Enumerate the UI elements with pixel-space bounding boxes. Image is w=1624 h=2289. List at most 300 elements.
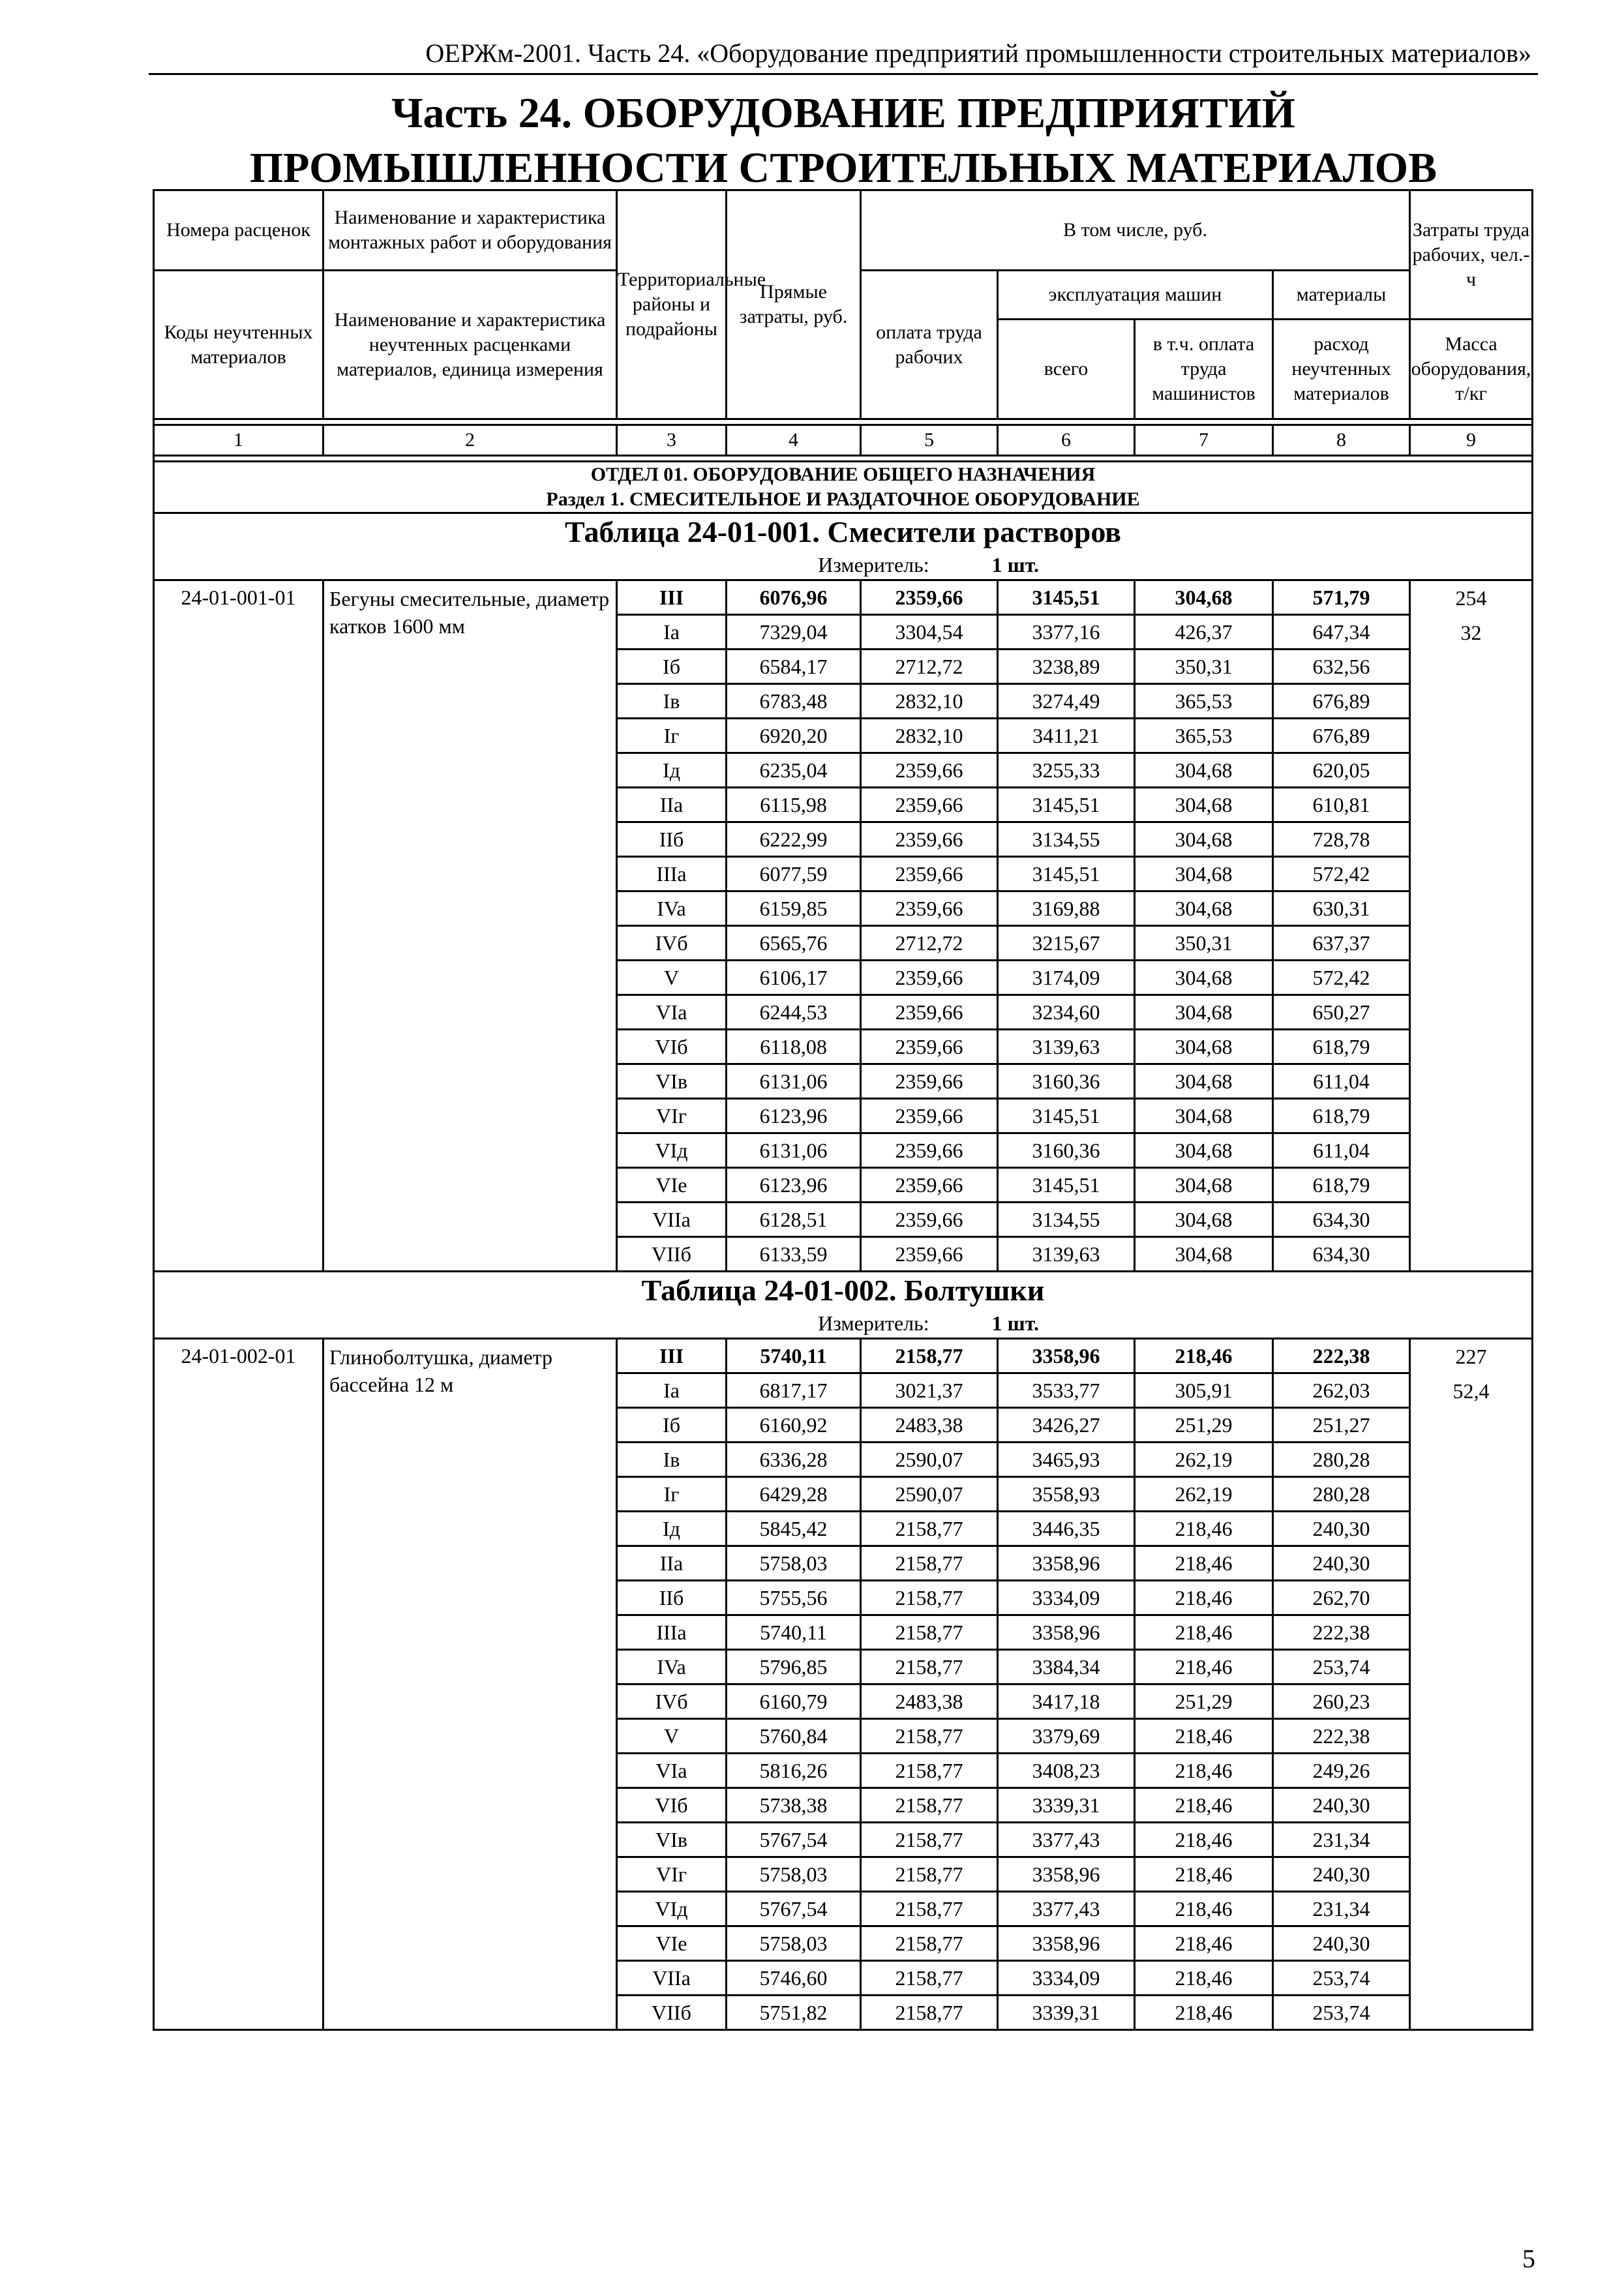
table-cell: 5740,11 — [727, 1339, 861, 1373]
labor-and-mass — [1410, 580, 1533, 1272]
table-cell: 2158,77 — [861, 1546, 998, 1581]
table-cell: 3377,43 — [998, 1823, 1135, 1857]
table-cell: VIв — [617, 1064, 727, 1099]
header-row-1 — [154, 190, 1533, 271]
table-cell: 6123,96 — [727, 1099, 861, 1133]
table-cell: 2158,77 — [861, 1961, 998, 1996]
table-cell: 618,79 — [1273, 1168, 1410, 1203]
measure-value: 1 шт. — [991, 1311, 1039, 1335]
table-cell: IIб — [617, 822, 727, 857]
col-number: 9 — [1410, 425, 1533, 456]
table-cell: 6244,53 — [727, 995, 861, 1030]
table-cell: 2359,66 — [861, 995, 998, 1030]
table-cell: 2712,72 — [861, 650, 998, 684]
rate-name: Бегуны смесительные, диаметр катков 1600 мм — [323, 580, 617, 1272]
header-gap — [154, 419, 1533, 425]
page-number: 5 — [1522, 2244, 1535, 2273]
measure-label: Измеритель: — [818, 553, 929, 576]
table-cell: 6115,98 — [727, 788, 861, 822]
page-title-line-1: Часть 24. ОБОРУДОВАНИЕ ПРЕДПРИЯТИЙ — [391, 89, 1295, 137]
table-cell: IIIa — [617, 857, 727, 891]
table-cell: 676,89 — [1273, 684, 1410, 719]
table-cell: 350,31 — [1135, 926, 1273, 961]
table-cell: 231,34 — [1273, 1892, 1410, 1926]
table-cell: 2158,77 — [861, 1512, 998, 1546]
table-cell: 2158,77 — [861, 1581, 998, 1615]
running-header — [149, 33, 1538, 75]
page-title-line-2: ПРОМЫШЛЕННОСТИ СТРОИТЕЛЬНЫХ МАТЕРИАЛОВ — [249, 144, 1437, 192]
table-cell: 6336,28 — [727, 1443, 861, 1477]
table-cell: 365,53 — [1135, 684, 1273, 719]
labor-cost: 227 — [1455, 1345, 1487, 1368]
table-cell: 2158,77 — [861, 1926, 998, 1961]
table-cell: 240,30 — [1273, 1926, 1410, 1961]
table-cell: 6123,96 — [727, 1168, 861, 1203]
table-cell: 218,46 — [1135, 1546, 1273, 1581]
table-cell: 610,81 — [1273, 788, 1410, 822]
table-cell: 6222,99 — [727, 822, 861, 857]
table-cell: VIa — [617, 995, 727, 1030]
table-cell: 6131,06 — [727, 1133, 861, 1168]
table-cell: 3304,54 — [861, 615, 998, 650]
table-cell: 5755,56 — [727, 1581, 861, 1615]
table-cell: 222,38 — [1273, 1339, 1410, 1373]
section-heading-line-1: ОТДЕЛ 01. ОБОРУДОВАНИЕ ОБЩЕГО НАЗНАЧЕНИЯ — [590, 464, 1096, 485]
table-cell: 637,37 — [1273, 926, 1410, 961]
table-cell: 7329,04 — [727, 615, 861, 650]
table-cell: VIб — [617, 1030, 727, 1064]
table-cell: 2483,38 — [861, 1684, 998, 1719]
table-cell: 611,04 — [1273, 1064, 1410, 1099]
table-title-row — [154, 1272, 1533, 1339]
table-cell: 5816,26 — [727, 1754, 861, 1788]
table-cell: IIб — [617, 1581, 727, 1615]
table-cell: 630,31 — [1273, 891, 1410, 926]
table-cell: 2359,66 — [861, 891, 998, 926]
table-cell: 2832,10 — [861, 719, 998, 753]
table-cell: 304,68 — [1135, 1030, 1273, 1064]
labor-and-mass — [1410, 1339, 1533, 2030]
table-cell: 3255,33 — [998, 753, 1135, 788]
table-cell: 262,19 — [1135, 1443, 1273, 1477]
table-cell: Ia — [617, 615, 727, 650]
col-header-1-bottom: Коды неучтенных материалов — [154, 271, 323, 419]
table-cell: 618,79 — [1273, 1099, 1410, 1133]
table-cell: 5845,42 — [727, 1512, 861, 1546]
table-cell: 2158,77 — [861, 1719, 998, 1754]
table-cell: 2359,66 — [861, 788, 998, 822]
table-cell: 218,46 — [1135, 1996, 1273, 2030]
table-title: Таблица 24-01-001. Смесители растворов — [565, 515, 1122, 548]
labor-cost: 254 — [1455, 586, 1487, 610]
table-cell: 249,26 — [1273, 1754, 1410, 1788]
table-cell: 304,68 — [1135, 1237, 1273, 1272]
table-cell: 2158,77 — [861, 1996, 998, 2030]
table-cell: 2359,66 — [861, 1203, 998, 1237]
table-cell: 6077,59 — [727, 857, 861, 891]
table-cell: 240,30 — [1273, 1788, 1410, 1823]
table-cell: VIг — [617, 1857, 727, 1892]
table-cell: 2359,66 — [861, 1168, 998, 1203]
table-cell: 304,68 — [1135, 1064, 1273, 1099]
table-cell: 251,29 — [1135, 1684, 1273, 1719]
table-cell: 218,46 — [1135, 1339, 1273, 1373]
col-number: 1 — [154, 425, 323, 456]
table-cell: 2359,66 — [861, 1030, 998, 1064]
table-cell: 253,74 — [1273, 1996, 1410, 2030]
table-cell: 2158,77 — [861, 1823, 998, 1857]
table-cell: 6159,85 — [727, 891, 861, 926]
table-cell: 304,68 — [1135, 891, 1273, 926]
table-cell: 3139,63 — [998, 1030, 1135, 1064]
table-cell: 572,42 — [1273, 857, 1410, 891]
table-row — [154, 1339, 1533, 1373]
measure-unit — [155, 550, 1531, 579]
table-cell: 426,37 — [1135, 615, 1273, 650]
rates-table — [153, 189, 1533, 2031]
col-header-7: в т.ч. оплата труда машинистов — [1135, 320, 1273, 419]
table-cell: 3174,09 — [998, 961, 1135, 995]
table-cell: 2712,72 — [861, 926, 998, 961]
col-number: 8 — [1273, 425, 1410, 456]
table-cell: 2158,77 — [861, 1857, 998, 1892]
table-cell: 280,28 — [1273, 1443, 1410, 1477]
table-cell: 6584,17 — [727, 650, 861, 684]
table-cell: 240,30 — [1273, 1512, 1410, 1546]
column-number-row — [154, 425, 1533, 456]
table-cell: 2359,66 — [861, 1064, 998, 1099]
col-number: 3 — [617, 425, 727, 456]
table-cell: 3377,43 — [998, 1892, 1135, 1926]
col-header-machines: эксплуатация машин — [998, 271, 1273, 320]
col-header-4: Прямые затраты, руб. — [727, 190, 861, 419]
table-cell: 2158,77 — [861, 1339, 998, 1373]
table-cell: 2158,77 — [861, 1650, 998, 1684]
table-cell: IIIa — [617, 1615, 727, 1650]
table-cell: VIв — [617, 1823, 727, 1857]
col-header-2-bottom: Наименование и характеристика неучтенных расценками материалов, единица измерения — [323, 271, 617, 419]
equipment-mass: 52,4 — [1452, 1379, 1490, 1403]
table-cell: 304,68 — [1135, 1099, 1273, 1133]
table-cell: VIa — [617, 1754, 727, 1788]
col-number: 4 — [727, 425, 861, 456]
table-cell: Iб — [617, 650, 727, 684]
table-cell: 2359,66 — [861, 753, 998, 788]
table-cell: 3215,67 — [998, 926, 1135, 961]
table-cell: 304,68 — [1135, 788, 1273, 822]
table-cell: IVa — [617, 891, 727, 926]
table-cell: 3145,51 — [998, 788, 1135, 822]
table-cell: 218,46 — [1135, 1788, 1273, 1823]
table-cell: 6235,04 — [727, 753, 861, 788]
table-cell: Iд — [617, 753, 727, 788]
col-header-included: В том числе, руб. — [861, 190, 1410, 271]
table-cell: Iд — [617, 1512, 727, 1546]
table-cell: 304,68 — [1135, 961, 1273, 995]
table-cell: 218,46 — [1135, 1719, 1273, 1754]
table-cell: 2483,38 — [861, 1408, 998, 1443]
equipment-mass: 32 — [1460, 621, 1482, 644]
table-cell: VIe — [617, 1926, 727, 1961]
table-cell: 3408,23 — [998, 1754, 1135, 1788]
table-cell: VIIa — [617, 1203, 727, 1237]
table-cell: V — [617, 1719, 727, 1754]
table-cell: VIб — [617, 1788, 727, 1823]
table-title-row — [154, 513, 1533, 580]
table-cell: 5738,38 — [727, 1788, 861, 1823]
table-cell: VIд — [617, 1892, 727, 1926]
table-cell: 2158,77 — [861, 1892, 998, 1926]
table-cell: 350,31 — [1135, 650, 1273, 684]
table-cell: 3377,16 — [998, 615, 1135, 650]
table-cell: 5767,54 — [727, 1823, 861, 1857]
col-header-9-top: Затраты труда рабочих, чел.-ч — [1410, 190, 1533, 320]
col-header-6: всего — [998, 320, 1135, 419]
table-cell: IVб — [617, 1684, 727, 1719]
table-cell: 304,68 — [1135, 1168, 1273, 1203]
table-cell: 3334,09 — [998, 1961, 1135, 1996]
table-cell: 305,91 — [1135, 1373, 1273, 1408]
rate-name: Глиноболтушка, диаметр бассейна 12 м — [323, 1339, 617, 2030]
table-cell: 6565,76 — [727, 926, 861, 961]
table-cell: 728,78 — [1273, 822, 1410, 857]
table-cell: 3379,69 — [998, 1719, 1135, 1754]
table-cell: 3426,27 — [998, 1408, 1135, 1443]
table-cell: VIг — [617, 1099, 727, 1133]
table-cell: Iг — [617, 719, 727, 753]
table-cell: 3465,93 — [998, 1443, 1135, 1477]
table-cell: Iв — [617, 684, 727, 719]
col-number: 7 — [1135, 425, 1273, 456]
table-cell: 3274,49 — [998, 684, 1135, 719]
table-cell: 3358,96 — [998, 1615, 1135, 1650]
table-cell: 280,28 — [1273, 1477, 1410, 1512]
table-cell: 3160,36 — [998, 1064, 1135, 1099]
section-heading-row — [154, 462, 1533, 513]
table-cell: 304,68 — [1135, 995, 1273, 1030]
table-cell: 6106,17 — [727, 961, 861, 995]
table-cell: 2832,10 — [861, 684, 998, 719]
table-cell: 3533,77 — [998, 1373, 1135, 1408]
col-header-9-bottom: Масса оборудования, т/кг — [1410, 320, 1533, 419]
rate-code: 24-01-001-01 — [154, 580, 323, 1272]
table-cell: IVa — [617, 1650, 727, 1684]
table-cell: 222,38 — [1273, 1615, 1410, 1650]
measure-unit — [155, 1309, 1531, 1338]
table-cell: 262,70 — [1273, 1581, 1410, 1615]
table-cell: 3334,09 — [998, 1581, 1135, 1615]
table-cell: VIIб — [617, 1996, 727, 2030]
table-cell: 253,74 — [1273, 1650, 1410, 1684]
table-cell: 3358,96 — [998, 1926, 1135, 1961]
col-header-8: расход неучтенных материалов — [1273, 320, 1410, 419]
section-heading — [154, 462, 1533, 513]
table-cell: 5740,11 — [727, 1615, 861, 1650]
table-cell: 3134,55 — [998, 822, 1135, 857]
col-number: 6 — [998, 425, 1135, 456]
table-cell: 2590,07 — [861, 1443, 998, 1477]
table-cell: 6118,08 — [727, 1030, 861, 1064]
table-row — [154, 580, 1533, 615]
table-cell: 6131,06 — [727, 1064, 861, 1099]
table-cell: 3145,51 — [998, 580, 1135, 615]
table-cell: III — [617, 580, 727, 615]
table-cell: 260,23 — [1273, 1684, 1410, 1719]
table-cell: 2158,77 — [861, 1754, 998, 1788]
table-cell: 222,38 — [1273, 1719, 1410, 1754]
table-cell: 571,79 — [1273, 580, 1410, 615]
table-cell: 231,34 — [1273, 1823, 1410, 1857]
table-cell: 6920,20 — [727, 719, 861, 753]
table-cell: 650,27 — [1273, 995, 1410, 1030]
table-cell: 3234,60 — [998, 995, 1135, 1030]
table-cell: 304,68 — [1135, 753, 1273, 788]
table-cell: 6817,17 — [727, 1373, 861, 1408]
table-cell: 3145,51 — [998, 1168, 1135, 1203]
table-cell: VIe — [617, 1168, 727, 1203]
table-cell: 634,30 — [1273, 1203, 1410, 1237]
table-cell: 304,68 — [1135, 1203, 1273, 1237]
table-cell: 618,79 — [1273, 1030, 1410, 1064]
table-cell: 3339,31 — [998, 1788, 1135, 1823]
table-cell: 218,46 — [1135, 1823, 1273, 1857]
table-cell: IIa — [617, 788, 727, 822]
table-cell: 5758,03 — [727, 1546, 861, 1581]
table-cell: 3411,21 — [998, 719, 1135, 753]
table-cell: 634,30 — [1273, 1237, 1410, 1272]
table-cell: 2590,07 — [861, 1477, 998, 1512]
table-cell: 3417,18 — [998, 1684, 1135, 1719]
table-cell: VIIб — [617, 1237, 727, 1272]
table-cell: V — [617, 961, 727, 995]
table-cell: 5796,85 — [727, 1650, 861, 1684]
col-number: 5 — [861, 425, 998, 456]
table-cell: 304,68 — [1135, 1133, 1273, 1168]
rate-code: 24-01-002-01 — [154, 1339, 323, 2030]
table-cell: 572,42 — [1273, 961, 1410, 995]
table-cell: 5758,03 — [727, 1926, 861, 1961]
table-cell: 3238,89 — [998, 650, 1135, 684]
table-cell: 2359,66 — [861, 1133, 998, 1168]
measure-value: 1 шт. — [991, 553, 1039, 576]
table-cell: 5746,60 — [727, 1961, 861, 1996]
table-cell: IVб — [617, 926, 727, 961]
table-cell: VIIa — [617, 1961, 727, 1996]
table-cell: 2158,77 — [861, 1788, 998, 1823]
table-title-cell — [154, 1272, 1533, 1339]
table-cell: 3358,96 — [998, 1857, 1135, 1892]
table-cell: 6160,92 — [727, 1408, 861, 1443]
table-cell: 620,05 — [1273, 753, 1410, 788]
section-heading-line-2: Раздел 1. СМЕСИТЕЛЬНОЕ И РАЗДАТОЧНОЕ ОБОРУДОВАНИЕ — [546, 488, 1140, 510]
table-cell: 611,04 — [1273, 1133, 1410, 1168]
table-cell: 6429,28 — [727, 1477, 861, 1512]
table-cell: 3145,51 — [998, 857, 1135, 891]
table-cell: 5751,82 — [727, 1996, 861, 2030]
table-cell: 2359,66 — [861, 961, 998, 995]
table-cell: 3160,36 — [998, 1133, 1135, 1168]
table-cell: 253,74 — [1273, 1961, 1410, 1996]
table-cell: 5758,03 — [727, 1857, 861, 1892]
table-cell: 6076,96 — [727, 580, 861, 615]
table-cell: 304,68 — [1135, 857, 1273, 891]
col-number: 2 — [323, 425, 617, 456]
table-cell: 262,19 — [1135, 1477, 1273, 1512]
table-cell: III — [617, 1339, 727, 1373]
table-cell: Iг — [617, 1477, 727, 1512]
table-cell: 3134,55 — [998, 1203, 1135, 1237]
table-cell: 218,46 — [1135, 1512, 1273, 1546]
table-cell: 218,46 — [1135, 1892, 1273, 1926]
table-cell: 240,30 — [1273, 1857, 1410, 1892]
table-cell: 6783,48 — [727, 684, 861, 719]
table-cell: 3139,63 — [998, 1237, 1135, 1272]
table-cell: 304,68 — [1135, 580, 1273, 615]
table-cell: 2359,66 — [861, 822, 998, 857]
table-cell: 3358,96 — [998, 1546, 1135, 1581]
table-cell: 3358,96 — [998, 1339, 1135, 1373]
table-cell: 251,27 — [1273, 1408, 1410, 1443]
running-header-text: ОЕРЖм-2001. Часть 24. «Оборудование предприятий промышленности строительных материалов» — [425, 38, 1531, 68]
table-cell: 676,89 — [1273, 719, 1410, 753]
table-cell: 2359,66 — [861, 857, 998, 891]
table-cell: 218,46 — [1135, 1650, 1273, 1684]
table-cell: 6128,51 — [727, 1203, 861, 1237]
table-title-cell — [154, 513, 1533, 580]
number-gap — [154, 456, 1533, 462]
page-title — [149, 86, 1538, 196]
table-cell: 3169,88 — [998, 891, 1135, 926]
measure-label: Измеритель: — [818, 1311, 929, 1335]
table-cell: 632,56 — [1273, 650, 1410, 684]
table-cell: 3446,35 — [998, 1512, 1135, 1546]
table-title: Таблица 24-01-002. Болтушки — [641, 1274, 1045, 1307]
table-cell: VIд — [617, 1133, 727, 1168]
table-cell: Ia — [617, 1373, 727, 1408]
col-header-materials: материалы — [1273, 271, 1410, 320]
table-cell: 6160,79 — [727, 1684, 861, 1719]
col-header-1-top: Номера расценок — [154, 190, 323, 271]
table-cell: 5767,54 — [727, 1892, 861, 1926]
table-cell: 218,46 — [1135, 1961, 1273, 1996]
table-cell: 251,29 — [1135, 1408, 1273, 1443]
table-cell: 240,30 — [1273, 1546, 1410, 1581]
table-cell: 365,53 — [1135, 719, 1273, 753]
table-cell: Iв — [617, 1443, 727, 1477]
table-cell: 218,46 — [1135, 1581, 1273, 1615]
table-cell: 3021,37 — [861, 1373, 998, 1408]
table-cell: Iб — [617, 1408, 727, 1443]
table-cell: 5760,84 — [727, 1719, 861, 1754]
table-cell: 3384,34 — [998, 1650, 1135, 1684]
table-cell: 218,46 — [1135, 1754, 1273, 1788]
col-header-2-top: Наименование и характеристика монтажных работ и оборудования — [323, 190, 617, 271]
table-cell: IIa — [617, 1546, 727, 1581]
table-cell: 304,68 — [1135, 822, 1273, 857]
table-cell: 262,03 — [1273, 1373, 1410, 1408]
table-cell: 2158,77 — [861, 1615, 998, 1650]
table-cell: 3339,31 — [998, 1996, 1135, 2030]
table-cell: 647,34 — [1273, 615, 1410, 650]
table-cell: 3558,93 — [998, 1477, 1135, 1512]
table-cell: 2359,66 — [861, 1099, 998, 1133]
col-header-3: Территориальные районы и подрайоны — [617, 190, 727, 419]
table-cell: 6133,59 — [727, 1237, 861, 1272]
col-header-5: оплата труда рабочих — [861, 271, 998, 419]
table-cell: 218,46 — [1135, 1615, 1273, 1650]
table-cell: 2359,66 — [861, 1237, 998, 1272]
table-cell: 2359,66 — [861, 580, 998, 615]
